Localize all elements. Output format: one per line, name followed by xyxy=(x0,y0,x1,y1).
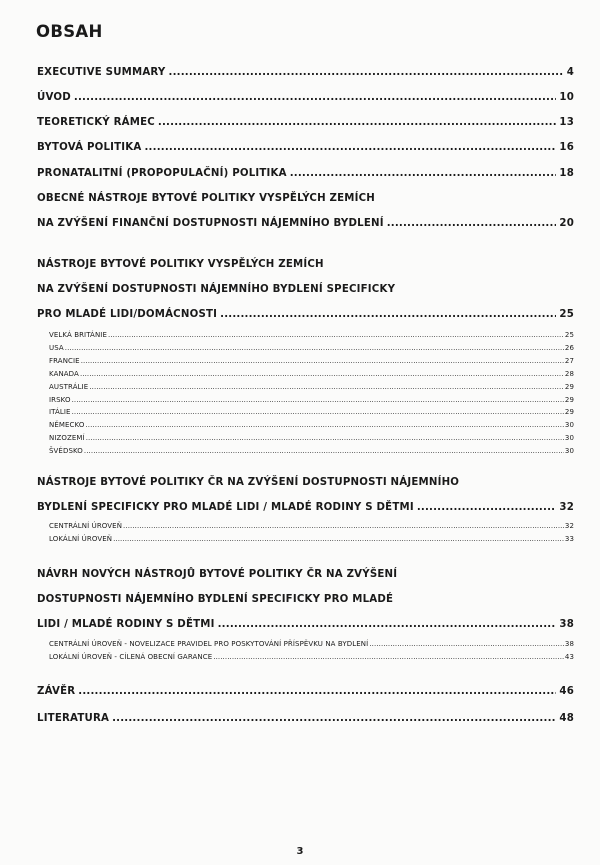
toc-subentry-francie[interactable] xyxy=(37,355,574,368)
dot-leader xyxy=(417,501,557,514)
toc-subsection-list xyxy=(37,638,574,664)
toc-subentry-velka-britanie[interactable] xyxy=(37,329,574,342)
toc-sublabel: FRANCIE xyxy=(49,356,80,365)
toc-entry-uvod[interactable] xyxy=(37,91,574,104)
toc-subpage-number: 29 xyxy=(564,395,574,404)
toc-entry-executive-summary[interactable] xyxy=(37,66,574,79)
toc-page-number: 48 xyxy=(559,713,574,724)
toc-sublabel: NĚMECKO xyxy=(49,421,85,430)
dot-leader xyxy=(169,66,564,79)
toc-label: PRONATALITNÍ (PROPOPULAČNÍ) POLITIKA xyxy=(37,168,287,179)
toc-page-number: 4 xyxy=(566,67,574,78)
toc-entry-teoreticky-ramec[interactable] xyxy=(37,116,574,129)
toc-page-number: 13 xyxy=(559,117,574,128)
toc-subentry-australie[interactable] xyxy=(37,381,574,394)
toc-entry-literatura[interactable] xyxy=(37,712,574,725)
toc-page-number: 38 xyxy=(559,619,574,630)
toc-subsection-list xyxy=(37,520,574,546)
toc-label-line: NÁSTROJE BYTOVÉ POLITIKY VYSPĚLÝCH ZEMÍCH xyxy=(37,259,324,270)
toc-entry-nastroje-vyspelych-zemi[interactable] xyxy=(37,258,574,321)
toc-sublabel: LOKÁLNÍ ÚROVEŇ - CÍLENÁ OBECNÍ GARANCE xyxy=(49,652,213,661)
toc-entry-pronatalitni-politika[interactable] xyxy=(37,167,574,180)
toc-label: ÚVOD xyxy=(37,92,71,103)
toc-subpage-number: 29 xyxy=(564,408,574,417)
toc-label-line: NÁVRH NOVÝCH NÁSTROJŮ BYTOVÉ POLITIKY ČR NA ZVÝŠENÍ xyxy=(37,569,398,580)
dot-leader xyxy=(158,116,557,129)
toc-label: TEORETICKÝ RÁMEC xyxy=(37,117,155,128)
toc-subentry-kanada[interactable] xyxy=(37,368,574,381)
toc-subentry-lokalni-uroven[interactable] xyxy=(37,533,574,546)
dot-leader xyxy=(112,712,556,725)
toc-page-number: 16 xyxy=(559,142,574,153)
toc-sublabel: KANADA xyxy=(49,369,79,378)
toc-subentry-centralni-uroven-novelizace[interactable] xyxy=(37,638,574,651)
dot-leader xyxy=(218,618,557,631)
dot-leader xyxy=(72,394,564,407)
toc-label-line: OBECNÉ NÁSTROJE BYTOVÉ POLITIKY VYSPĚLÝCH ZEMÍCH xyxy=(37,193,376,204)
toc-sublabel: VELKÁ BRITÁNIE xyxy=(49,331,107,339)
toc-label: PRO MLADÉ LIDI/DOMÁCNOSTI xyxy=(37,309,218,320)
page-title: OBSAH xyxy=(36,22,103,41)
dot-leader xyxy=(369,638,564,651)
toc-label: EXECUTIVE SUMMARY xyxy=(37,67,166,78)
toc-subentry-irsko[interactable] xyxy=(37,394,574,407)
toc-subentry-nemecko[interactable] xyxy=(37,419,574,432)
toc-subpage-number: 27 xyxy=(564,356,574,365)
toc-subentry-usa[interactable] xyxy=(37,342,574,355)
dot-leader xyxy=(72,406,564,419)
toc-subsection-list xyxy=(37,329,574,458)
dot-leader xyxy=(81,355,564,368)
dot-leader xyxy=(80,368,564,381)
toc-label-line: DOSTUPNOSTI NÁJEMNÍHO BYDLENÍ SPECIFICKY PRO MLADÉ xyxy=(37,594,394,605)
toc-subpage-number: 25 xyxy=(564,331,574,339)
toc-entry-obecne-nastroje[interactable] xyxy=(37,192,574,230)
toc-page-number: 20 xyxy=(559,218,574,229)
page-number: 3 xyxy=(296,846,304,857)
toc-page-number: 46 xyxy=(559,686,574,697)
toc-subpage-number: 29 xyxy=(564,382,574,391)
dot-leader xyxy=(123,520,564,533)
toc-label: LIDI / MLADÉ RODINY S DĚTMI xyxy=(37,619,215,630)
toc-subentry-nizozemi[interactable] xyxy=(37,432,574,445)
dot-leader xyxy=(290,167,557,180)
toc-label-line: NÁSTROJE BYTOVÉ POLITIKY ČR NA ZVÝŠENÍ DOSTUPNOSTI NÁJEMNÍHO xyxy=(37,477,460,488)
dot-leader xyxy=(84,445,564,458)
toc-subpage-number: 43 xyxy=(564,652,574,661)
toc-label: NA ZVÝŠENÍ FINANČNÍ DOSTUPNOSTI NÁJEMNÍHO BYDLENÍ xyxy=(37,218,384,229)
toc-subentry-italie[interactable] xyxy=(37,406,574,419)
toc-page-number: 10 xyxy=(559,92,574,103)
toc-sublabel: USA xyxy=(49,343,64,352)
toc-page-number: 32 xyxy=(559,502,574,513)
toc-label: LITERATURA xyxy=(37,713,110,724)
toc-subpage-number: 28 xyxy=(564,369,574,378)
toc-sublabel: ŠVÉDSKO xyxy=(49,447,83,456)
dot-leader xyxy=(74,91,557,104)
toc-page-number: 18 xyxy=(559,168,574,179)
toc-label: ZÁVĚR xyxy=(37,686,76,697)
toc-subentry-lokalni-uroven-garance[interactable] xyxy=(37,651,574,664)
toc-entry-bytova-politika[interactable] xyxy=(37,141,574,154)
toc-subentry-svedsko[interactable] xyxy=(37,445,574,458)
toc-sublabel: AUSTRÁLIE xyxy=(49,382,89,391)
toc-subpage-number: 38 xyxy=(564,640,574,648)
dot-leader xyxy=(144,141,556,154)
dot-leader xyxy=(213,651,564,664)
toc-subpage-number: 26 xyxy=(564,343,574,352)
toc-sublabel: CENTRÁLNÍ ÚROVEŇ xyxy=(49,522,123,530)
toc-entry-navrh-novych-nastroju[interactable] xyxy=(37,568,574,631)
dot-leader xyxy=(387,217,557,230)
dot-leader xyxy=(86,432,564,445)
toc-subpage-number: 30 xyxy=(564,421,574,430)
toc-sublabel: ITÁLIE xyxy=(49,408,71,417)
toc-page-number: 25 xyxy=(559,309,574,320)
dot-leader xyxy=(65,342,564,355)
dot-leader xyxy=(78,685,556,698)
toc-entry-zaver[interactable] xyxy=(37,685,574,698)
toc-label: BYDLENÍ SPECIFICKY PRO MLADÉ LIDI / MLADÉ RODINY S DĚTMI xyxy=(37,502,414,513)
toc-subpage-number: 30 xyxy=(564,434,574,443)
dot-leader xyxy=(220,308,556,321)
toc-entry-nastroje-cr[interactable] xyxy=(37,476,574,514)
dot-leader xyxy=(113,533,564,546)
toc-sublabel: IRSKO xyxy=(49,395,71,404)
toc-sublabel: NIZOZEMÍ xyxy=(49,434,85,443)
toc-subpage-number: 32 xyxy=(564,522,574,530)
toc-sublabel: CENTRÁLNÍ ÚROVEŇ - NOVELIZACE PRAVIDEL PRO POSKYTOVÁNÍ PŘÍSPĚVKU NA BYDLENÍ xyxy=(49,640,369,648)
dot-leader xyxy=(89,381,564,394)
toc-label: BYTOVÁ POLITIKA xyxy=(37,142,142,153)
toc-sublabel: LOKÁLNÍ ÚROVEŇ xyxy=(49,534,113,543)
toc-subpage-number: 33 xyxy=(564,534,574,543)
dot-leader xyxy=(85,419,563,432)
toc-subpage-number: 30 xyxy=(564,447,574,456)
toc-label-line: NA ZVÝŠENÍ DOSTUPNOSTI NÁJEMNÍHO BYDLENÍ SPECIFICKY xyxy=(37,284,396,295)
dot-leader xyxy=(108,329,564,342)
toc-subentry-centralni-uroven[interactable] xyxy=(37,520,574,533)
